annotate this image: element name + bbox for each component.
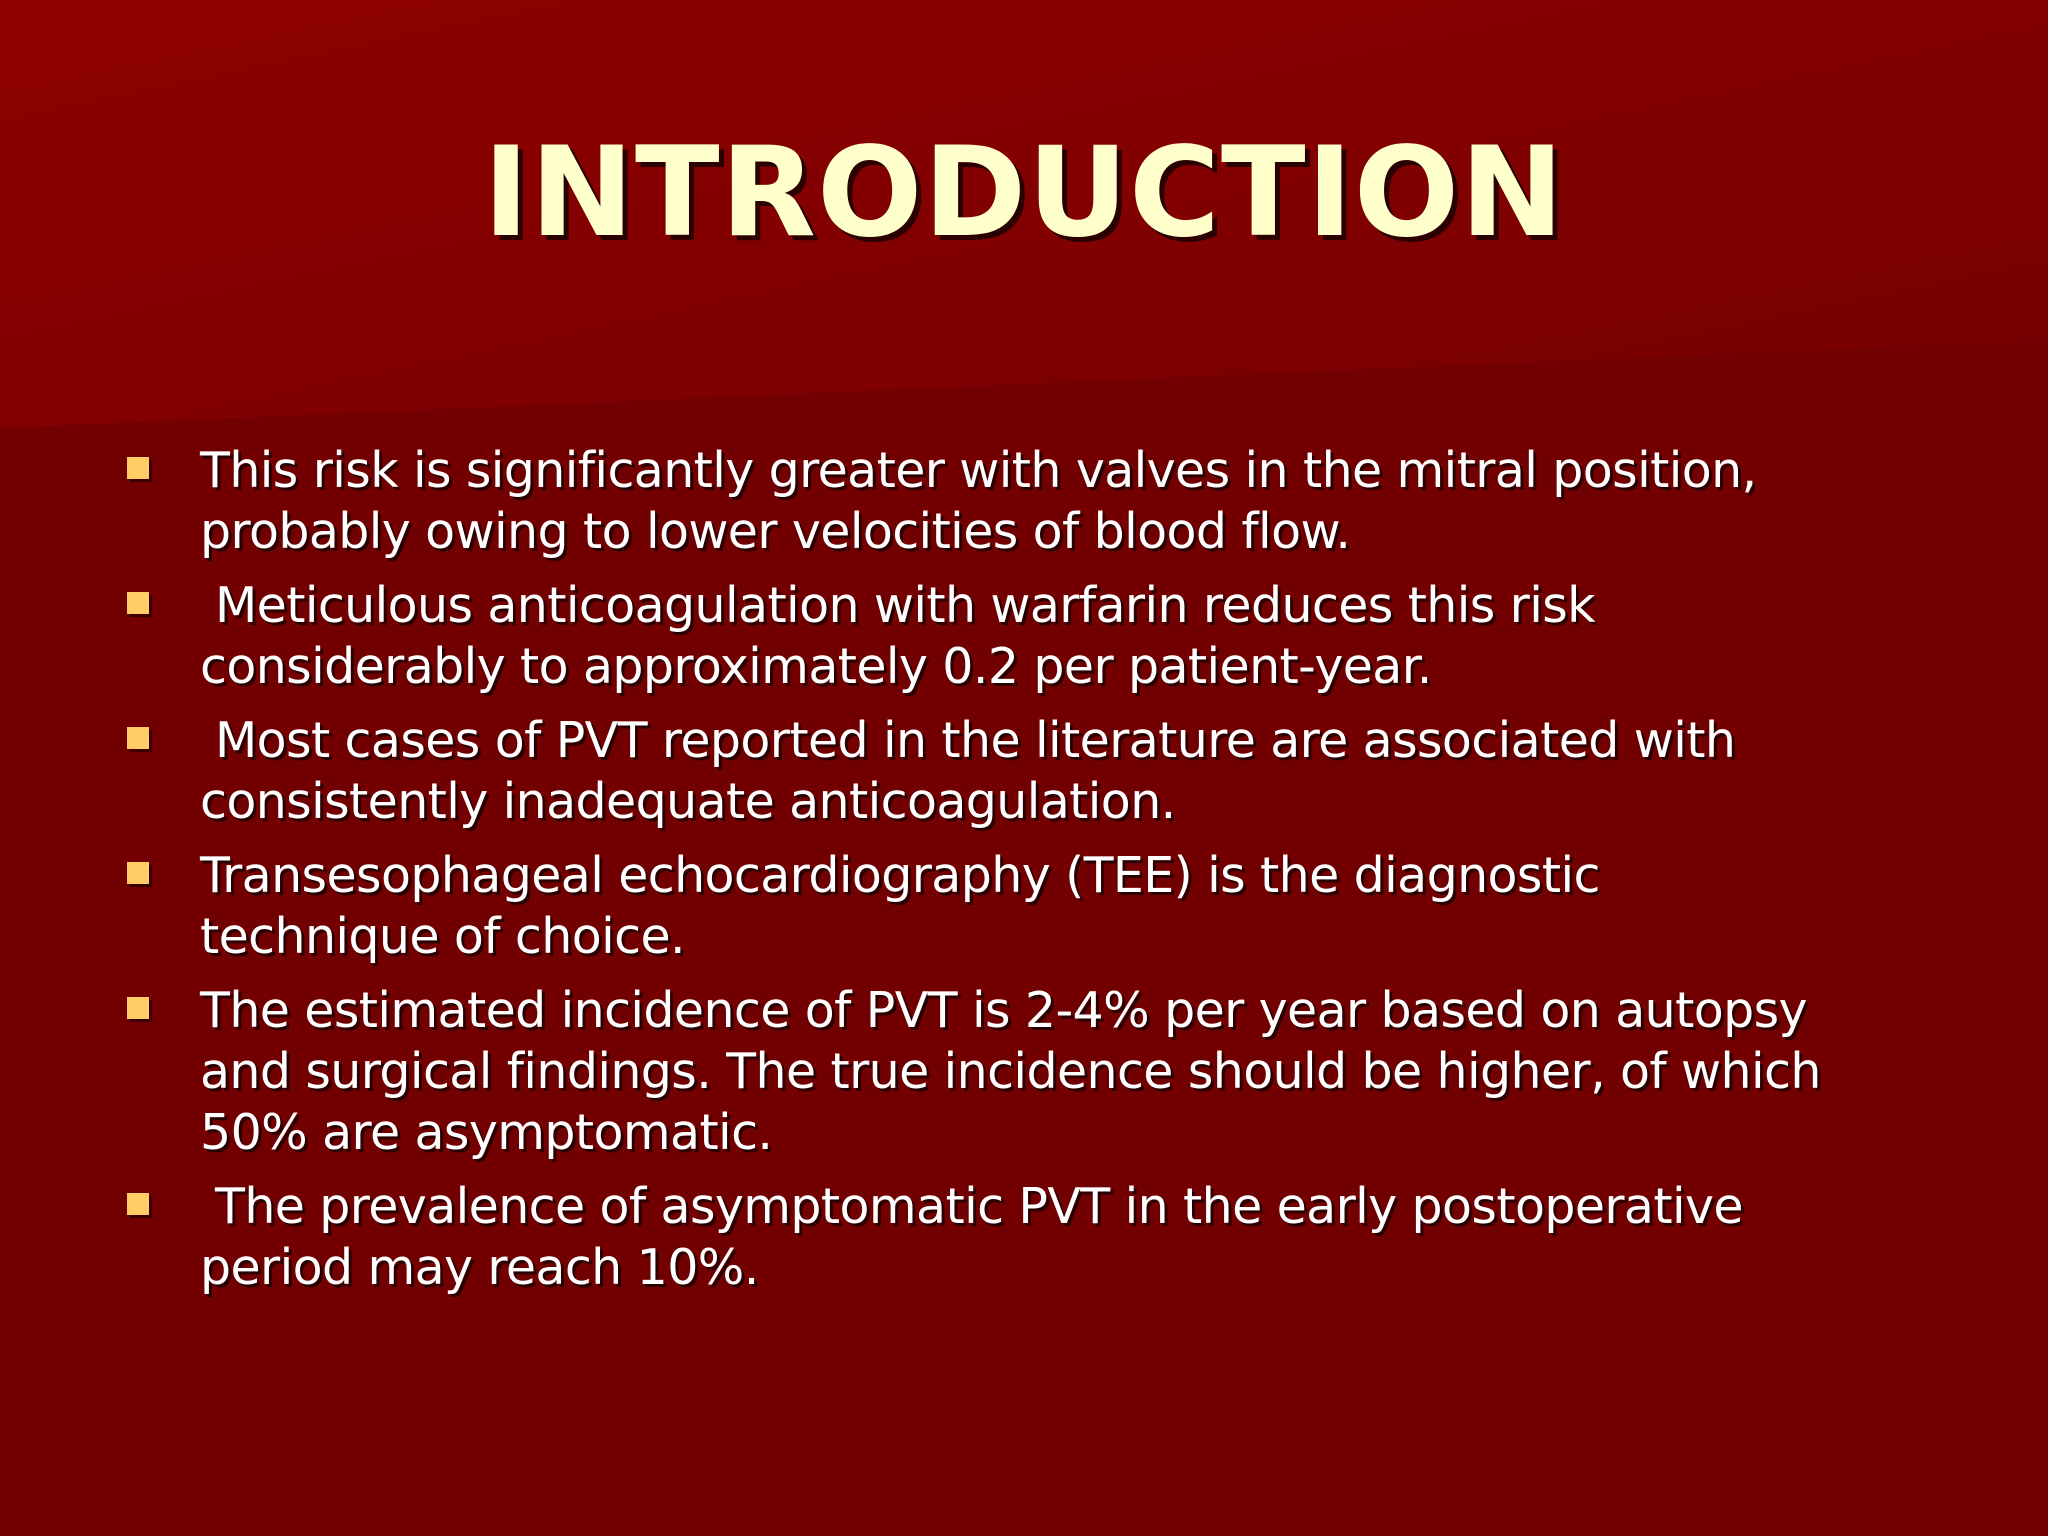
bullet-list	[0, 440, 2048, 1311]
bullet-text: This risk is significantly greater with valves in the mitral position, probably owing to lower velocities of blood flow.	[200, 442, 1757, 560]
square-bullet-icon	[127, 1193, 149, 1215]
square-bullet-icon	[127, 997, 149, 1019]
bullet-text: The estimated incidence of PVT is 2-4% per year based on autopsy and surgical findings. The true incidence should be higher, of which 50% are asymptomatic.	[200, 982, 1821, 1161]
bullet-item	[0, 980, 2048, 1163]
square-bullet-icon	[127, 592, 149, 614]
bullet-item	[0, 710, 2048, 832]
bullet-text: Meticulous anticoagulation with warfarin reduces this risk considerably to approximately 0.2 per patient-year.	[200, 577, 1595, 695]
bullet-item	[0, 1176, 2048, 1298]
bullet-text: Transesophageal echocardiography (TEE) is the diagnostic technique of choice.	[200, 847, 1600, 965]
bullet-item	[0, 575, 2048, 697]
square-bullet-icon	[127, 727, 149, 749]
bullet-text: The prevalence of asymptomatic PVT in the early postoperative period may reach 10%.	[200, 1178, 1743, 1296]
square-bullet-icon	[127, 862, 149, 884]
slide-title: INTRODUCTION	[483, 121, 1565, 265]
bullet-item	[0, 440, 2048, 562]
bullet-text: Most cases of PVT reported in the literature are associated with consistently inadequate anticoagulation.	[200, 712, 1736, 830]
bullet-item	[0, 845, 2048, 967]
square-bullet-icon	[127, 457, 149, 479]
